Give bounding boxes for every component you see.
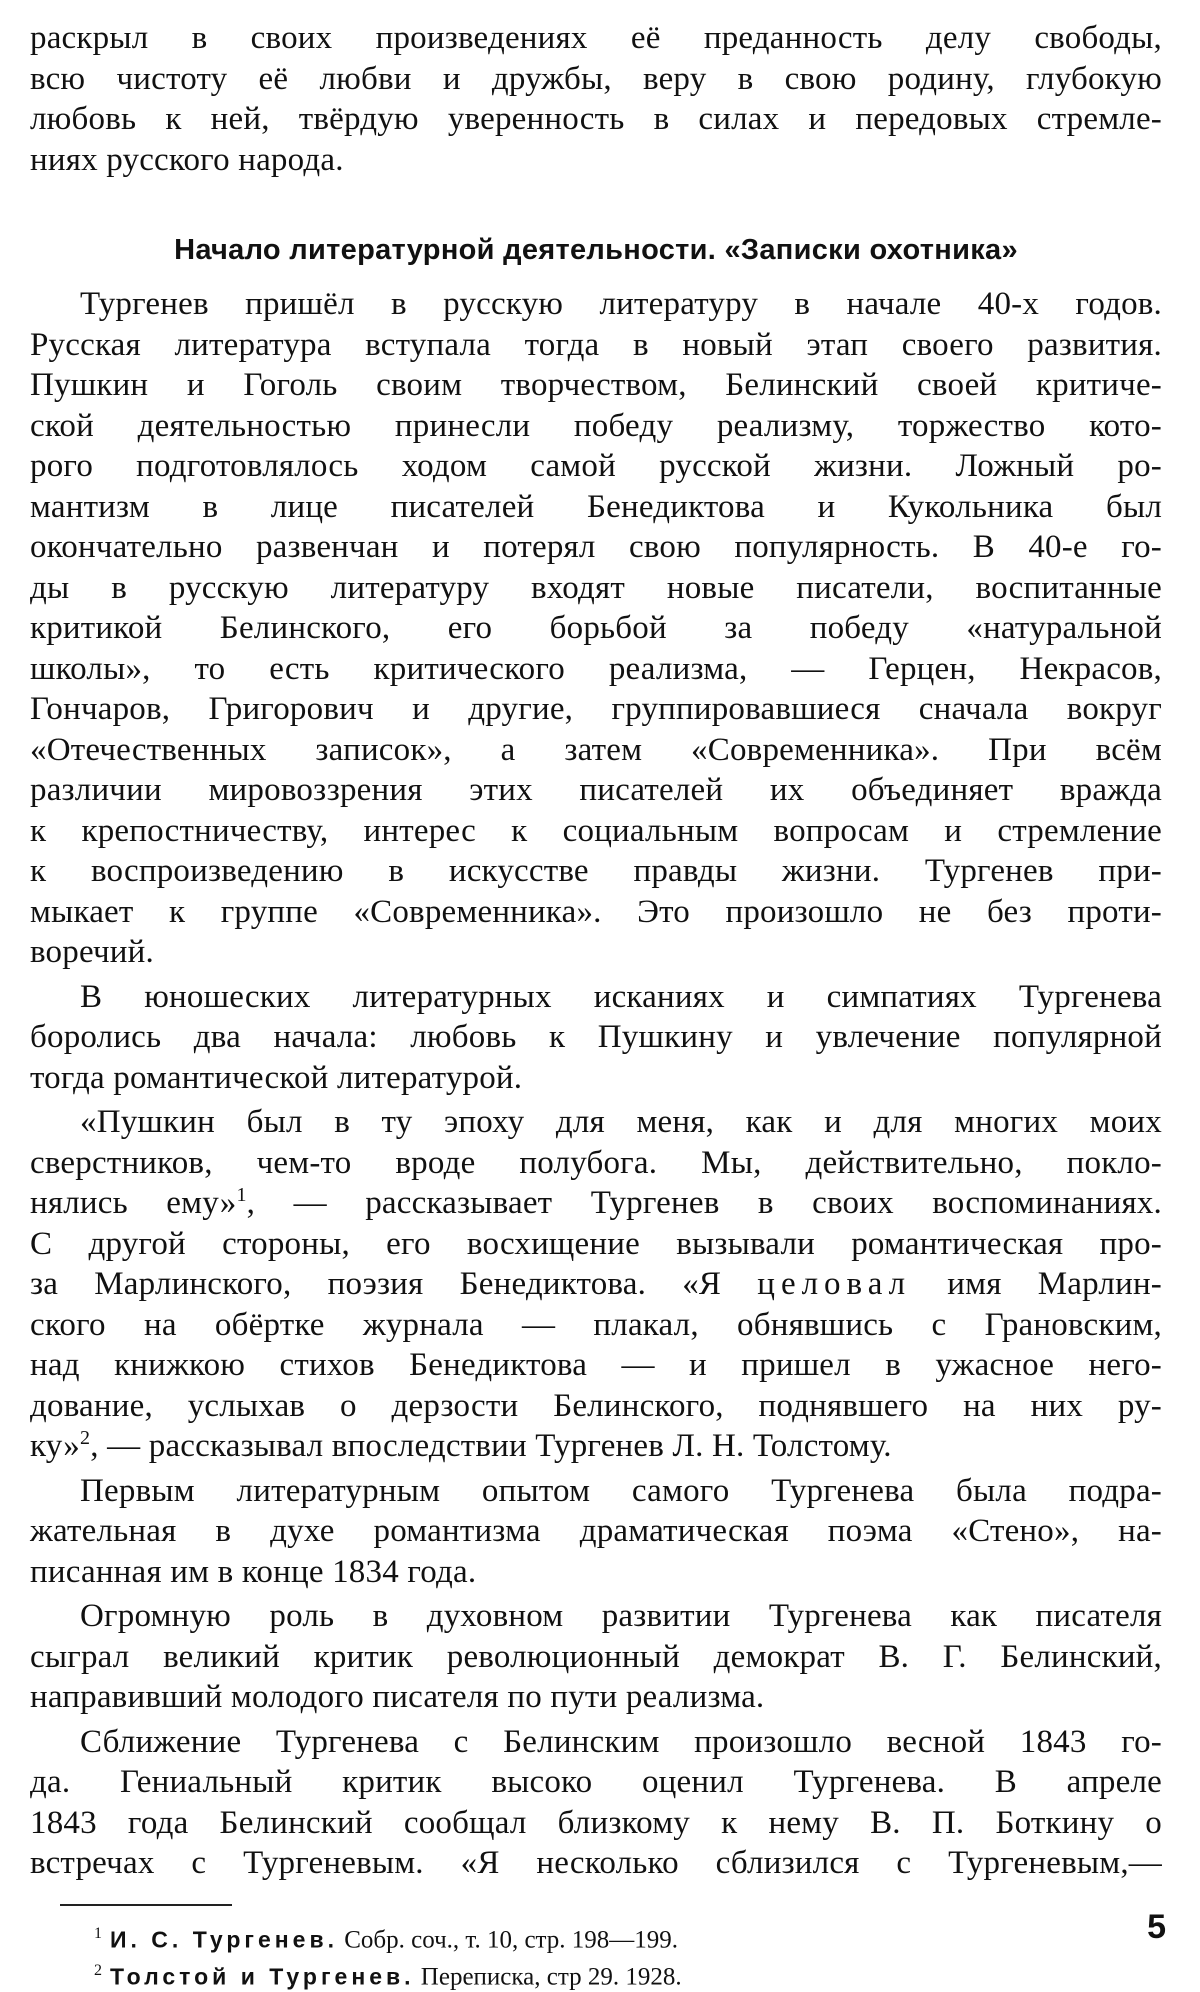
text-line: всю чистоту её любви и дружбы, веру в свою родину, глубокую — [30, 59, 1162, 100]
text-fragment: имя Марлин- — [947, 1266, 1162, 1302]
footnote-author: Толстой и Тургенев. — [110, 1963, 415, 1989]
text-line: 1843 года Белинский сообщал близкому к нему В. П. Боткину о — [30, 1803, 1162, 1844]
page-body — [30, 18, 1162, 1992]
section-heading: Начало литературной деятельности. «Записки охотника» — [30, 230, 1162, 270]
text-line: над книжкою стихов Бенедиктова — и пришел в ужасное него- — [30, 1345, 1162, 1386]
text-line: воречий. — [30, 932, 1162, 973]
text-line: дование, услыхав о дерзости Белинского, поднявшего на них ру- — [30, 1386, 1162, 1427]
page-number: 5 — [1147, 1908, 1166, 1947]
text-fragment: , — рассказывал впоследствии Тургенев Л. Н. Толстому. — [90, 1428, 892, 1464]
paragraph-2 — [30, 977, 1162, 1099]
paragraph-3-quote — [30, 1102, 1162, 1467]
footnote-author: И. С. Тургенев. — [110, 1926, 338, 1952]
paragraph-6 — [30, 1722, 1162, 1884]
text-line: В юношеских литературных исканиях и симпатиях Тургенева — [30, 977, 1162, 1018]
text-line: тогда романтической литературой. — [30, 1058, 1162, 1099]
paragraph-1 — [30, 284, 1162, 973]
text-line: критикой Белинского, его борьбой за победу «натуральной — [30, 608, 1162, 649]
text-line: «Пушкин был в ту эпоху для меня, как и для многих моих — [30, 1102, 1162, 1143]
text-line: ской деятельностью принесли победу реализму, торжество кото- — [30, 406, 1162, 447]
text-line: мантизм в лице писателей Бенедиктова и Кукольника был — [30, 487, 1162, 528]
text-line: Пушкин и Гоголь своим творчеством, Белинский своей критиче- — [30, 365, 1162, 406]
footnotes — [30, 1918, 1162, 1992]
text-line: Тургенев пришёл в русскую литературу в начале 40-х годов. — [30, 284, 1162, 325]
footnote-mark: 1 — [94, 1925, 102, 1942]
text-line: Сближение Тургенева с Белинским произошло весной 1843 го- — [30, 1722, 1162, 1763]
text-line: мыкает к группе «Современника». Это произошло не без проти- — [30, 892, 1162, 933]
footnote-1 — [30, 1918, 1162, 1955]
text-line: школы», то есть критического реализма, — Герцен, Некрасов, — [30, 649, 1162, 690]
intro-paragraph — [30, 18, 1162, 180]
footnote-2 — [30, 1955, 1162, 1992]
text-line: окончательно развенчан и потерял свою популярность. В 40-е го- — [30, 527, 1162, 568]
text-line: направивший молодого писателя по пути реализма. — [30, 1677, 1162, 1718]
text-fragment: , — рассказывает Тургенев в своих воспоминаниях. — [247, 1185, 1162, 1221]
footnote-ref-1[interactable]: 1 — [236, 1184, 246, 1206]
text-line: Гончаров, Григорович и другие, группировавшиеся сначала вокруг — [30, 689, 1162, 730]
text-fragment: нялись ему» — [30, 1185, 236, 1221]
emphasized-word: целовал — [757, 1266, 911, 1302]
footnote-ref-2[interactable]: 2 — [80, 1427, 90, 1449]
text-line: боролись два начала: любовь к Пушкину и увлечение популярной — [30, 1017, 1162, 1058]
text-fragment: за Марлинского, поэзия Бенедиктова. «Я — [30, 1266, 721, 1302]
footnote-mark: 2 — [94, 1962, 102, 1979]
footnote-divider — [60, 1904, 232, 1906]
text-line: писанная им в конце 1834 года. — [30, 1552, 1162, 1593]
text-line: к воспроизведению в искусстве правды жизни. Тургенев при- — [30, 851, 1162, 892]
text-line: любовь к ней, твёрдую уверенность в силах и передовых стремле- — [30, 99, 1162, 140]
paragraph-4 — [30, 1471, 1162, 1593]
text-line: да. Гениальный критик высоко оценил Тургенева. В апреле — [30, 1762, 1162, 1803]
footnote-text: Собр. соч., т. 10, стр. 198—199. — [344, 1926, 678, 1953]
text-line: ды в русскую литературу входят новые писатели, воспитанные — [30, 568, 1162, 609]
text-line: сыграл великий критик революционный демократ В. Г. Белинский, — [30, 1637, 1162, 1678]
text-line: сверстников, чем-то вроде полубога. Мы, действительно, покло- — [30, 1143, 1162, 1184]
text-line: Первым литературным опытом самого Тургенева была подра- — [30, 1471, 1162, 1512]
text-line: Огромную роль в духовном развитии Тургенева как писателя — [30, 1596, 1162, 1637]
text-fragment: ку» — [30, 1428, 80, 1464]
text-line: к крепостничеству, интерес к социальным вопросам и стремление — [30, 811, 1162, 852]
text-line: «Отечественных записок», а затем «Современника». При всём — [30, 730, 1162, 771]
text-line: встречах с Тургеневым. «Я несколько сблизился с Тургеневым,— — [30, 1843, 1162, 1884]
text-line: ского на обёртке журнала — плакал, обнявшись с Грановским, — [30, 1305, 1162, 1346]
footnote-text: Переписка, стр 29. 1928. — [421, 1963, 682, 1990]
text-line: С другой стороны, его восхищение вызывали романтическая про- — [30, 1224, 1162, 1265]
text-line — [30, 1426, 1162, 1467]
text-line: Русская литература вступала тогда в новый этап своего развития. — [30, 325, 1162, 366]
paragraph-5 — [30, 1596, 1162, 1718]
text-line — [30, 1264, 1162, 1305]
text-line — [30, 1183, 1162, 1224]
text-line: жательная в духе романтизма драматическая поэма «Стено», на- — [30, 1511, 1162, 1552]
text-line: раскрыл в своих произведениях её преданность делу свободы, — [30, 18, 1162, 59]
text-line: ниях русского народа. — [30, 140, 1162, 181]
text-line: различии мировоззрения этих писателей их объединяет вражда — [30, 770, 1162, 811]
text-line: рого подготовлялось ходом самой русской жизни. Ложный ро- — [30, 446, 1162, 487]
